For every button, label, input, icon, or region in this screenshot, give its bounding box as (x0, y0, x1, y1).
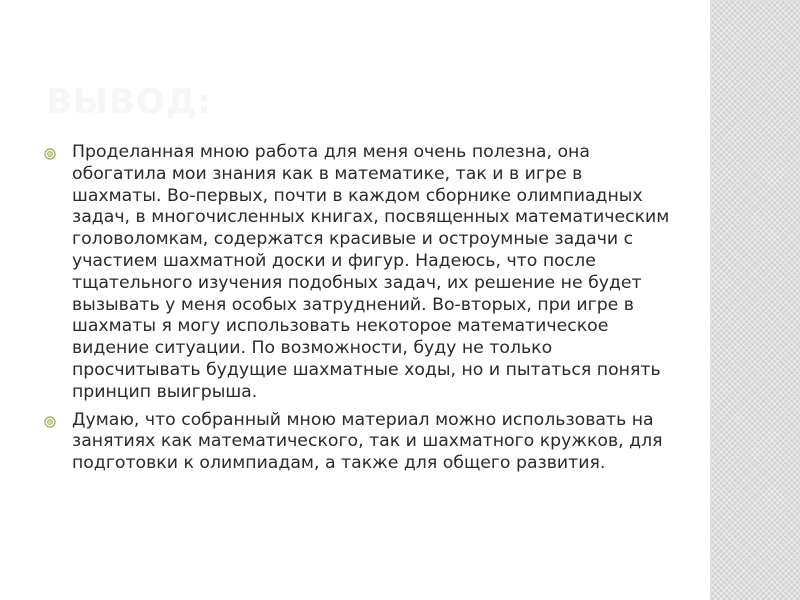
bullet-item (44, 410, 674, 475)
bullet-item (44, 142, 674, 404)
decorative-side-panel (710, 0, 800, 600)
bullet-text: Думаю, что собранный мною материал можно использовать на занятиях как математического, так и шахматного кружков, для подготовки к олимпиадам, а также для общего развития. (72, 409, 663, 474)
circle-bullet-icon (44, 416, 56, 428)
bullet-list (44, 142, 674, 481)
slide-title: ВЫВОД: (46, 82, 212, 122)
bullet-text: Проделанная мною работа для меня очень полезна, она обогатила мои знания как в математике, так и в игре в шахматы. Во-первых, почти в каждом сборнике олимпиадных задач, в многочисленных книгах, посвященных математическим головоломкам, содержатся красивые и остроумные задачи с участием шахматной доски и фигур. Надеюсь, что после тщательного изучения подобных задач, их решение не будет вызывать у меня особых затруднений. Во-вторых, при игре в шахматы я могу использовать некоторое математическое видение ситуации. По возможности, буду не только просчитывать будущие шахматные ходы, но и пытаться понять принцип выигрыша. (72, 142, 670, 402)
circle-bullet-icon (44, 148, 56, 160)
